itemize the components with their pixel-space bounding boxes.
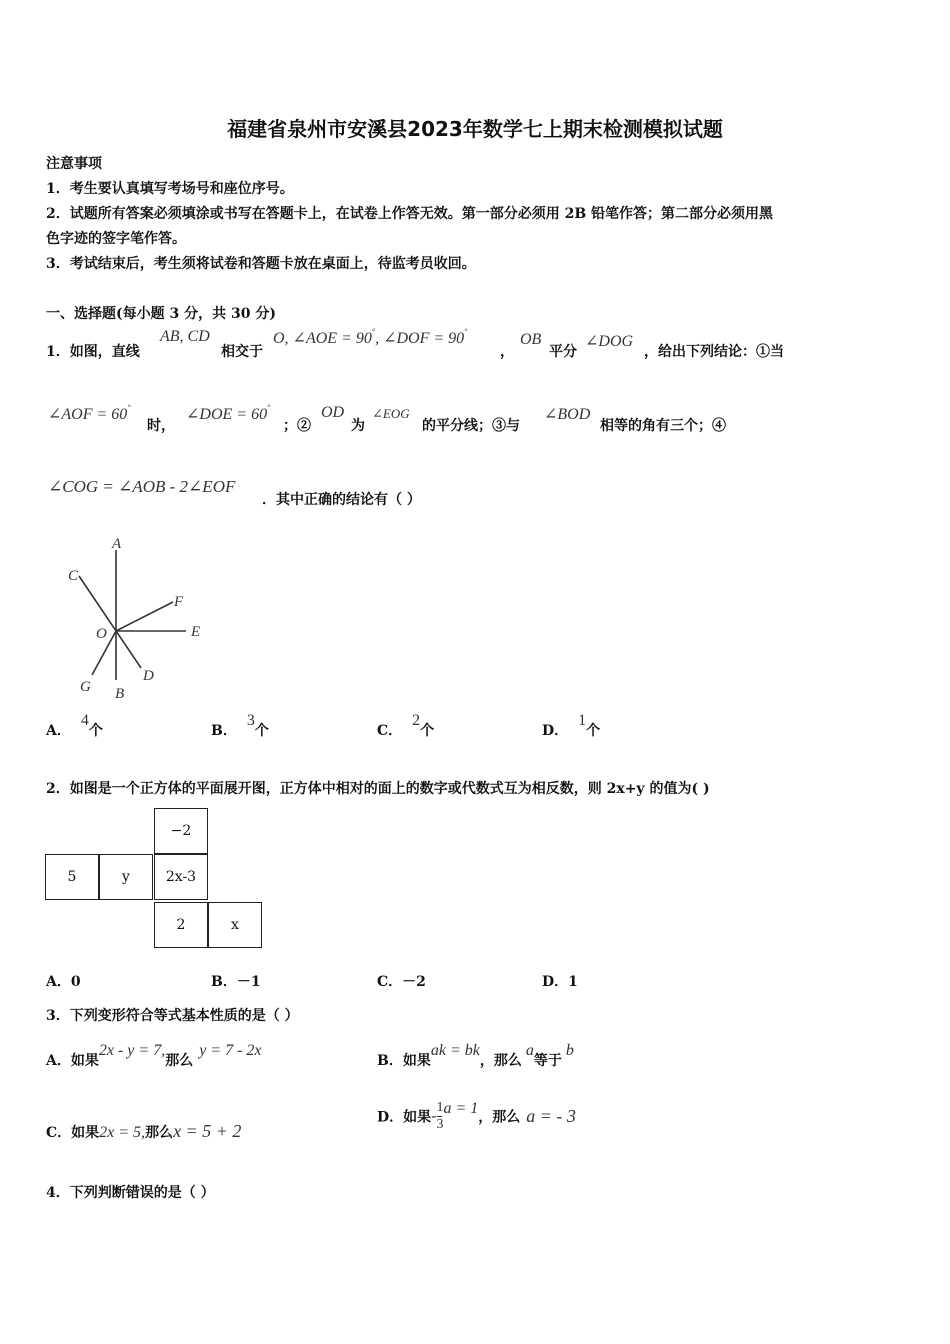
q1-math: ∠DOG (585, 333, 634, 350)
q1-math: ∠EOG (372, 406, 410, 421)
q2-text: 2．如图是一个正方体的平面展开图，正方体中相对的面上的数字或代数式互为相反数，则 2x+y 的值为( ) (46, 781, 710, 797)
q1-math: AB, CD (160, 328, 210, 345)
q3-option-c[interactable]: C．如果2x = 5,那么x = 5 + 2 (46, 1121, 242, 1141)
q1-option-d[interactable]: D．1个 (542, 712, 601, 739)
label-e: E (191, 624, 201, 640)
q3-option-b[interactable]: B．如果ak = bk，那么a等于b (377, 1042, 574, 1069)
q1-math: O, ∠AOE = 90°, ∠DOF = 90° (273, 327, 468, 347)
q2-option-a[interactable]: A．0 (46, 974, 81, 990)
label-c: C (68, 568, 79, 584)
q1-math: ∠DOE = 60° (186, 403, 271, 423)
q1-text: 平分 (549, 344, 577, 360)
section-heading: 一、选择题(每小题 3 分，共 30 分) (46, 306, 276, 322)
q1-text: 为 (351, 418, 365, 434)
line-cd (79, 576, 141, 668)
notice-item: 3．考试结束后，考生须将试卷和答题卡放在桌面上，待监考员收回。 (46, 256, 476, 272)
q1-text: ；② (283, 418, 311, 434)
q1-text: ， (500, 344, 514, 360)
net-cell-top: −2 (154, 808, 208, 854)
net-cell-x: x (208, 902, 262, 948)
net-cell-bottom: 2 (154, 902, 208, 948)
q1-math: ∠AOF = 60° (48, 403, 131, 423)
q3-option-d[interactable]: D．如果- $\frac{1}{3}$ a = 1，那么 a = - 3 (377, 1099, 576, 1132)
label-g: G (80, 679, 91, 695)
net-cell-center: 2x-3 (154, 854, 208, 900)
q2-option-b[interactable]: B．－1 (211, 974, 261, 990)
ray-of (116, 602, 173, 631)
label-o: O (96, 626, 107, 642)
q1-option-a[interactable]: A．4个 (46, 712, 103, 739)
label-f: F (174, 594, 184, 610)
q1-text: 相等的角有三个；④ (600, 418, 726, 434)
notice-item: 1．考生要认真填写考场号和座位序号。 (46, 181, 294, 197)
q1-math: OB (520, 331, 542, 348)
net-cell-left: 5 (45, 854, 99, 900)
q2-option-d[interactable]: D．1 (542, 974, 578, 990)
q1-text: 相交于 (221, 344, 263, 360)
q1-angle-figure (56, 532, 216, 702)
q1-text: 时， (147, 418, 175, 434)
q1-option-c[interactable]: C．2个 (377, 712, 435, 739)
q1-math: OD (321, 404, 345, 421)
q3-option-a[interactable]: A．如果2x - y = 7,那么y = 7 - 2x (46, 1042, 262, 1069)
q1-math: ∠COG = ∠AOB - 2∠EOF (48, 477, 236, 496)
q1-text: ．其中正确的结论有（ ） (262, 492, 421, 508)
net-cell-y: y (99, 854, 153, 900)
notice-heading: 注意事项 (46, 156, 102, 172)
q3-text: 3．下列变形符合等式基本性质的是（ ） (46, 1008, 299, 1024)
q1-option-b[interactable]: B．3个 (211, 712, 269, 739)
q2-option-c[interactable]: C．－2 (377, 974, 426, 990)
q1-math: ∠BOD (544, 406, 591, 423)
page-title: 福建省泉州市安溪县2023年数学七上期末检测模拟试题 (227, 117, 723, 141)
notice-item: 色字迹的签字笔作答。 (46, 231, 186, 247)
label-d: D (143, 668, 154, 684)
q1-text: ，给出下列结论：①当 (644, 344, 784, 360)
q4-text: 4．下列判断错误的是（ ） (46, 1185, 215, 1201)
q1-text: 1．如图，直线 (46, 344, 140, 360)
label-a: A (112, 536, 122, 552)
q1-text: 的平分线；③与 (422, 418, 520, 434)
label-b: B (115, 686, 125, 702)
notice-item: 2．试题所有答案必须填涂或书写在答题卡上，在试卷上作答无效。第一部分必须用 2B 铅笔作答；第二部分必须用黑 (46, 206, 774, 222)
